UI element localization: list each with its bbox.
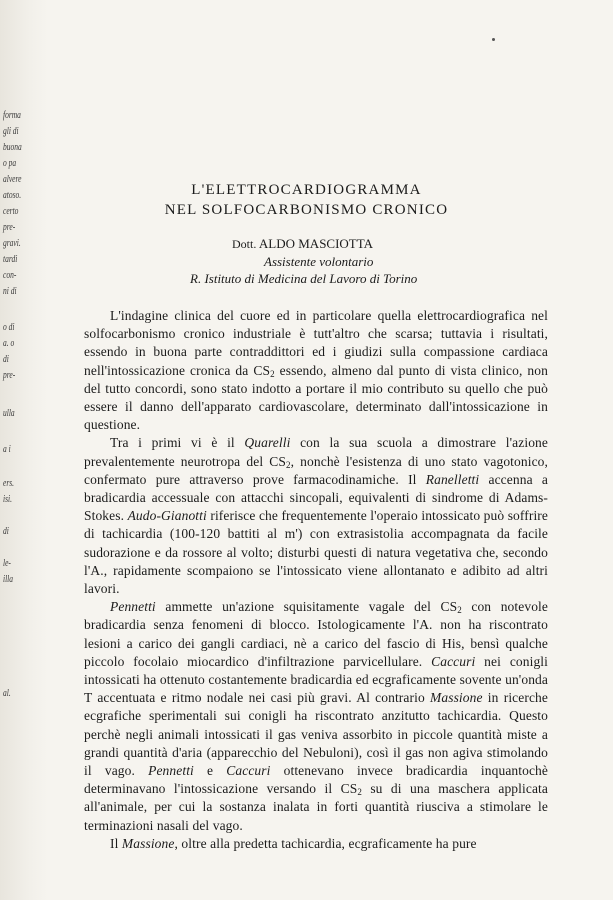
scan-speck xyxy=(492,38,495,41)
margin-fragment: gli di xyxy=(3,126,19,137)
margin-fragment: illa xyxy=(3,574,14,585)
text-run: con notevole bradicardia senza fenomeni di blocco. Istologicamente l'A. non ha riscontrato lesioni a carico dei gangli cardiaci, nè a carico del fascio di His, bensì qualche piccolo focolaio miocardico d'infiltrazione parvicellulare. xyxy=(84,599,548,669)
text-run: , oltre alla predetta tachicardia, ecgraficamente ha pure xyxy=(174,835,477,851)
author-prefix: Dott. xyxy=(232,237,257,251)
cited-author: Caccuri xyxy=(226,763,271,779)
margin-fragment: forma xyxy=(3,110,21,121)
text-run: , nonchè l'esistenza di uno stato vagotonico, confermato pure attraverso prove farmacodinamiche. Il xyxy=(84,453,548,487)
margin-fragment: gravi. xyxy=(3,238,21,249)
title-line-2: NEL SOLFOCARBONISMO CRONICO xyxy=(164,202,449,218)
margin-fragment: atoso. xyxy=(3,190,22,201)
paragraph-4 xyxy=(84,835,548,853)
margin-fragment: alvere xyxy=(3,174,22,185)
margin-fragment: a. o xyxy=(3,338,15,349)
cited-author: Pennetti xyxy=(148,763,194,779)
text-run: e xyxy=(193,763,227,779)
text-run: in ricerche ecgrafiche sperimentali sui conigli ha riscontrato anzitutto tachicardia. Questo perchè negli animali intossicati il gas veniva assorbito in piccole quantità miste a grandi quantità d'aria (apparecchio del Nebuloni), così il gas non agiva stimolando il vago. xyxy=(84,690,548,779)
margin-fragment: isi. xyxy=(3,494,12,505)
margin-fragment: ni di xyxy=(3,286,17,297)
cited-author: Ranelletti xyxy=(425,471,480,487)
margin-fragment: pre- xyxy=(3,370,16,381)
margin-fragment: le- xyxy=(3,558,11,569)
text-run: Tra i primi vi è il xyxy=(110,435,245,451)
text-run: con la sua scuola a dimostrare l'azione prevalentemente neurotropa del CS xyxy=(84,435,548,469)
author-name: ALDO MASCIOTTA xyxy=(258,236,374,251)
margin-fragment: ers. xyxy=(3,478,15,489)
article-body xyxy=(84,307,548,853)
cited-author: Quarelli xyxy=(244,435,291,451)
paragraph-3 xyxy=(84,598,548,835)
text-run: ammette un'azione squisitamente vagale del CS xyxy=(155,599,458,615)
text-run: ottenevano invece bradicardia inquantochè determinavano l'intossicazione versando il CS xyxy=(84,763,548,797)
author-institution: R. Istituto di Medicina del Lavoro di Torino xyxy=(190,271,418,286)
text-run: L'indagine clinica del cuore ed in particolare quella elettrocardiografica nel solfocarbonismo cronico industriale è tutt'altro che scarsa; tuttavia i risultati, essendo in buona parte contraddittori ed i giudizi sulla compassione cardiaca nell'intossicazione cronica da CS xyxy=(84,308,548,378)
title-line-1: L'ELETTROCARDIOGRAMMA xyxy=(191,182,422,198)
margin-fragment: tardi xyxy=(3,254,18,265)
text-run: Il xyxy=(110,835,122,851)
text-run: su di una maschera applicata all'animale, per cui la sostanza inalata in forti quantità riusciva a stimolare le terminazioni nasali del vago. xyxy=(84,781,548,833)
margin-fragment: di xyxy=(3,526,9,537)
text-run: riferisce che frequentemente l'operaio intossicato può soffrire di tachicardia (100-120 battiti al m') con extrasistolia accompagnata da facile sudorazione e da rossore al volto; disturbi questi di natura vegetativa che, secondo l'A., rapidamente scompaiono se l'intossicato viene allontanato e adibito ad altri lavori. xyxy=(84,508,548,597)
subscript: 2 xyxy=(357,787,362,798)
margin-fragment: a i xyxy=(3,444,11,455)
author-line xyxy=(0,235,613,253)
subscript: 2 xyxy=(270,368,275,379)
cited-author: Massione xyxy=(430,690,483,706)
paragraph-2 xyxy=(84,434,548,598)
text-run: accenna a bradicardia accessuale con attacchi sincopali, equivalenti di sindrome di Adams-Stokes. xyxy=(84,471,548,524)
margin-fragment: con- xyxy=(3,270,17,281)
article-title xyxy=(0,180,613,220)
subscript: 2 xyxy=(286,459,291,470)
cited-author: Caccuri xyxy=(431,653,476,669)
byline xyxy=(0,235,613,287)
margin-fragment: o di xyxy=(3,322,15,333)
text-run: essendo, almeno dal punto di vista clinico, non del tutto concordi, sono stato indotto a portare il mio contributo su quello che può essere il danno dell'apparato cardiovascolare, determinato dall'intossicazione in questione. xyxy=(84,362,548,433)
paragraph-1 xyxy=(84,307,548,434)
margin-fragment: certo xyxy=(3,206,19,217)
subscript: 2 xyxy=(457,605,462,616)
margin-fragment: buona xyxy=(3,142,22,153)
margin-fragment: al. xyxy=(3,688,11,699)
author-role: Assistente volontario xyxy=(264,254,374,269)
text-run: nei conigli intossicati ha ottenuto costantemente bradicardia ed ecgraficamente sovente un'onda T accentuata e ritmo nodale nei casi più gravi. Al contrario xyxy=(84,653,549,706)
margin-fragment: pre- xyxy=(3,222,16,233)
margin-fragment: o pa xyxy=(3,158,17,169)
margin-fragment: di xyxy=(3,354,9,365)
cited-author: Massione xyxy=(121,835,175,851)
cited-author: Pennetti xyxy=(110,599,156,615)
cited-author: Audo-Gianotti xyxy=(127,508,207,524)
margin-fragment: ulla xyxy=(3,408,15,419)
